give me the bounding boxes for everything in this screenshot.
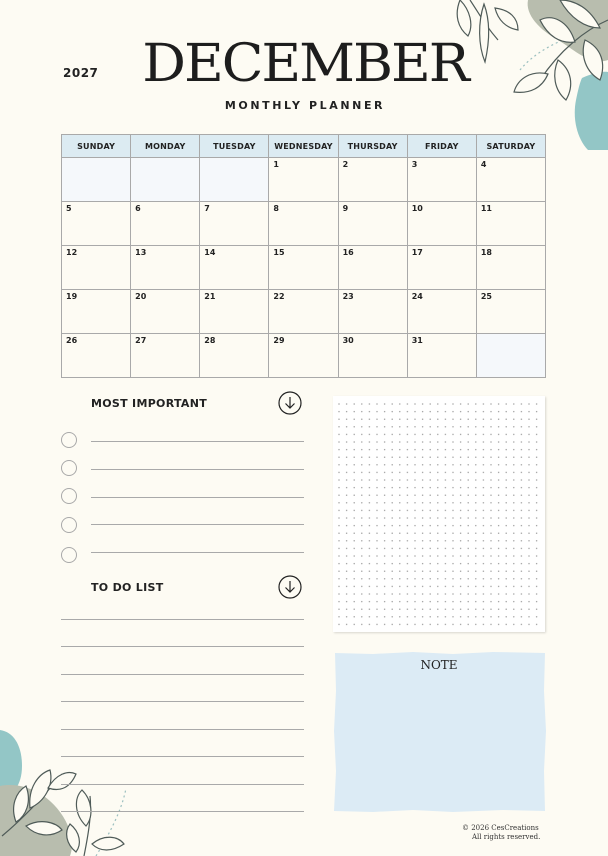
weekday-tuesday: TUESDAY xyxy=(200,135,269,158)
day-cell[interactable]: 24 xyxy=(407,290,476,334)
copyright-line: © 2026 CesCreations xyxy=(462,824,539,832)
day-cell[interactable]: 14 xyxy=(200,246,269,290)
day-cell[interactable]: 6 xyxy=(131,202,200,246)
day-cell[interactable]: 26 xyxy=(62,334,131,378)
day-cell[interactable]: 21 xyxy=(200,290,269,334)
day-cell-empty[interactable] xyxy=(200,158,269,202)
calendar-week-row xyxy=(62,290,546,334)
most-important-title: MOST IMPORTANT xyxy=(91,397,208,410)
day-cell[interactable]: 25 xyxy=(476,290,545,334)
priority-checkbox[interactable] xyxy=(61,432,77,448)
day-cell[interactable]: 10 xyxy=(407,202,476,246)
day-cell[interactable]: 4 xyxy=(476,158,545,202)
day-cell[interactable]: 12 xyxy=(62,246,131,290)
dot-grid-pattern xyxy=(333,396,545,632)
day-cell[interactable]: 5 xyxy=(62,202,131,246)
calendar-grid xyxy=(61,134,546,378)
day-cell-empty[interactable] xyxy=(131,158,200,202)
year-label: 2027 xyxy=(63,66,99,80)
day-cell[interactable]: 3 xyxy=(407,158,476,202)
planner-subtitle: MONTHLY PLANNER xyxy=(224,99,386,112)
day-cell[interactable]: 13 xyxy=(131,246,200,290)
calendar-week-row xyxy=(62,246,546,290)
weekday-sunday: SUNDAY xyxy=(62,135,131,158)
day-cell[interactable]: 9 xyxy=(338,202,407,246)
arrow-down-circle-icon xyxy=(278,575,302,599)
day-cell-empty[interactable] xyxy=(62,158,131,202)
weekday-saturday: SATURDAY xyxy=(476,135,545,158)
day-cell[interactable]: 2 xyxy=(338,158,407,202)
weekday-thursday: THURSDAY xyxy=(338,135,407,158)
leaf-branch-bottom-icon xyxy=(0,726,140,856)
todo-line[interactable] xyxy=(61,729,304,730)
priority-line[interactable] xyxy=(91,469,304,470)
todo-line[interactable] xyxy=(61,701,304,702)
weekday-wednesday: WEDNESDAY xyxy=(269,135,338,158)
priority-line[interactable] xyxy=(91,441,304,442)
todo-line[interactable] xyxy=(61,811,304,812)
day-cell[interactable]: 28 xyxy=(200,334,269,378)
priority-checkbox[interactable] xyxy=(61,460,77,476)
todo-title: TO DO LIST xyxy=(91,581,164,594)
day-cell[interactable]: 23 xyxy=(338,290,407,334)
calendar-week-row xyxy=(62,202,546,246)
todo-line[interactable] xyxy=(61,619,304,620)
priority-line[interactable] xyxy=(91,552,304,553)
day-cell[interactable]: 1 xyxy=(269,158,338,202)
calendar-week-row xyxy=(62,334,546,378)
priority-line[interactable] xyxy=(91,497,304,498)
day-cell[interactable]: 11 xyxy=(476,202,545,246)
month-title: DECEMBER xyxy=(142,34,468,94)
copyright-line: All rights reserved. xyxy=(472,833,541,841)
todo-line[interactable] xyxy=(61,756,304,757)
priority-checkbox[interactable] xyxy=(61,517,77,533)
day-cell[interactable]: 27 xyxy=(131,334,200,378)
day-cell[interactable]: 8 xyxy=(269,202,338,246)
day-cell-empty[interactable] xyxy=(476,334,545,378)
day-cell[interactable]: 31 xyxy=(407,334,476,378)
todo-line[interactable] xyxy=(61,646,304,647)
note-panel[interactable] xyxy=(333,651,547,813)
day-cell[interactable]: 19 xyxy=(62,290,131,334)
copyright-text xyxy=(462,824,540,842)
arrow-down-circle-icon xyxy=(278,391,302,415)
day-cell[interactable]: 22 xyxy=(269,290,338,334)
day-cell[interactable]: 16 xyxy=(338,246,407,290)
day-cell[interactable]: 7 xyxy=(200,202,269,246)
day-cell[interactable]: 17 xyxy=(407,246,476,290)
day-cell[interactable]: 15 xyxy=(269,246,338,290)
weekday-friday: FRIDAY xyxy=(407,135,476,158)
weekday-header-row xyxy=(62,135,546,158)
day-cell[interactable]: 18 xyxy=(476,246,545,290)
priority-line[interactable] xyxy=(91,524,304,525)
todo-line[interactable] xyxy=(61,674,304,675)
priority-checkbox[interactable] xyxy=(61,547,77,563)
weekday-monday: MONDAY xyxy=(131,135,200,158)
dot-grid-panel[interactable] xyxy=(333,396,545,632)
day-cell[interactable]: 20 xyxy=(131,290,200,334)
day-cell[interactable]: 30 xyxy=(338,334,407,378)
note-title: NOTE xyxy=(420,658,458,672)
priority-checkbox[interactable] xyxy=(61,488,77,504)
todo-line[interactable] xyxy=(61,784,304,785)
calendar-week-row xyxy=(62,158,546,202)
day-cell[interactable]: 29 xyxy=(269,334,338,378)
